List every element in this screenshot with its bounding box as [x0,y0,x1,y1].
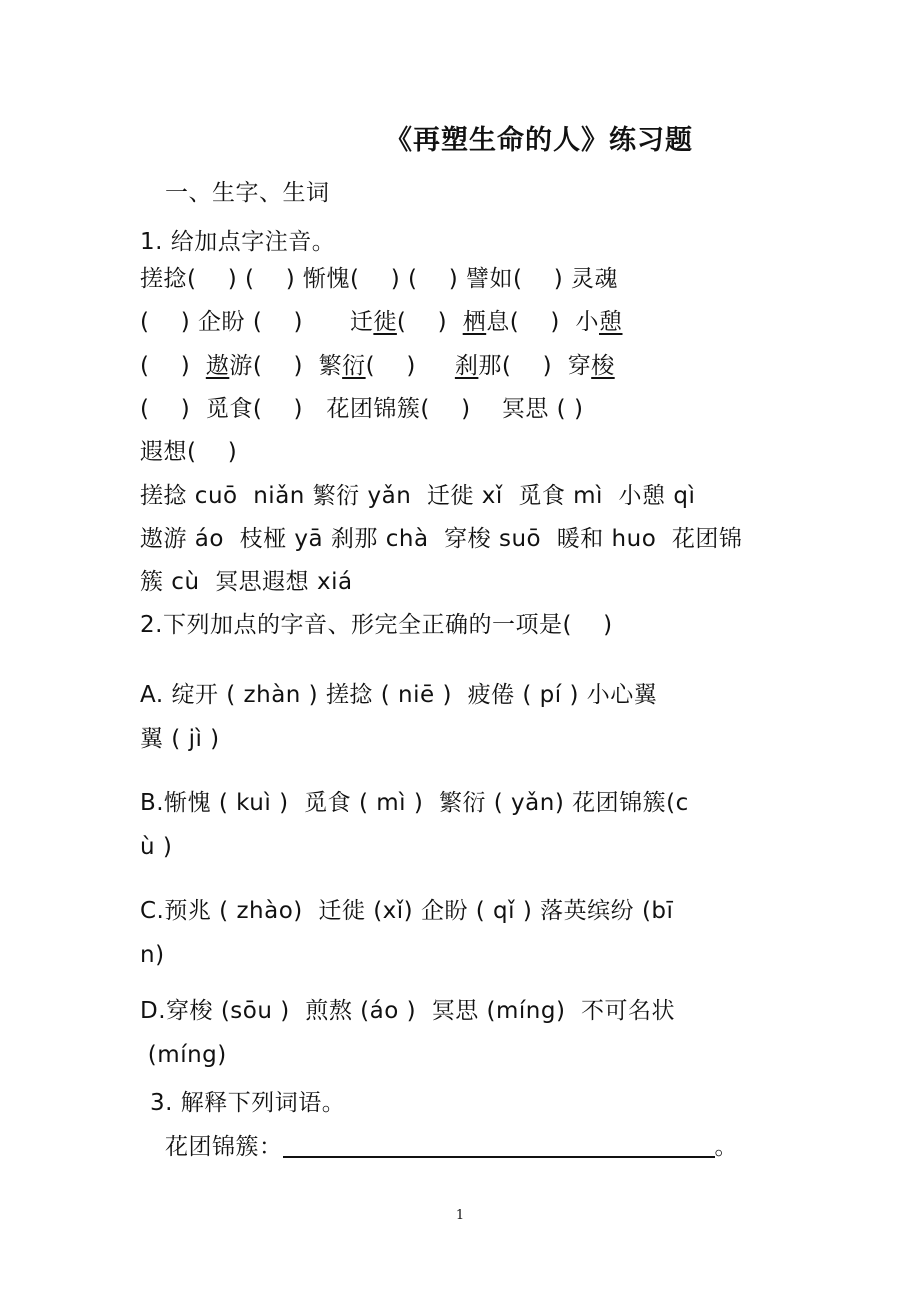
q1-answer-3: 簇 cù 冥思遐想 xiá [140,569,353,595]
q1-line-5: 遐想( ) [140,439,238,465]
text: ( ) [396,309,463,335]
text: ( ) [365,353,455,379]
q2-heading: 2.下列加点的字音、形完全正确的一项是( ) [140,612,613,638]
q3-heading: 3. 解释下列词语。 [150,1090,346,1116]
text: 那( ) 穿 [478,353,592,379]
q1-heading: 1. 给加点字注音。 [140,229,336,255]
dotted-char: 梭 [591,353,615,379]
dotted-char: 衍 [342,353,366,379]
dotted-char: 栖 [462,309,487,335]
text: 息( ) 小 [486,309,599,335]
q1-line-2 [140,307,623,337]
text: 游( ) 繁 [229,353,343,379]
q1-line-1: 搓捻( ) ( ) 惭愧( ) ( ) 譬如( ) 灵魂 [140,266,619,292]
period: 。 [714,1134,738,1160]
answer-blank[interactable] [283,1134,715,1158]
dotted-char: 遨 [205,353,230,379]
q2-option-c: C.预兆 ( zhào) 迁徙 (xǐ) 企盼 ( qǐ ) 落英缤纷 (bī [140,898,674,924]
text: ( ) 企盼 ( ) 迁 [140,309,374,335]
term-label: 花团锦簇： [165,1134,283,1160]
q1-answer-1: 搓捻 cuō niǎn 繁衍 yǎn 迁徙 xǐ 觅食 mì 小憩 qì [140,483,696,509]
q1-line-3 [140,351,615,381]
q2-option-d-cont: (míng) [140,1042,227,1068]
q2-option-c-cont: n) [140,942,165,968]
q2-option-a: A. 绽开 ( zhàn ) 搓捻 ( niē ) 疲倦 ( pí ) 小心翼 [140,682,658,708]
dotted-char: 刹 [454,353,479,379]
q2-option-b-cont: ù ) [140,834,173,860]
q2-option-b: B.惭愧 ( kuì ) 觅食 ( mì ) 繁衍 ( yǎn) 花团锦簇(c [140,790,689,816]
q1-line-4: ( ) 觅食( ) 花团锦簇( ) 冥思 ( ) [140,396,584,422]
dotted-char: 憩 [599,309,623,335]
section-heading: 一、生字、生词 [165,180,330,206]
q2-option-d: D.穿梭 (sōu ) 煎熬 (áo ) 冥思 (míng) 不可名状 [140,998,676,1024]
q3-term-line [165,1132,738,1162]
text: ( ) [140,353,206,379]
dotted-char: 徙 [373,309,397,335]
q1-answer-2: 遨游 áo 枝桠 yā 刹那 chà 穿梭 suō 暖和 huo 花团锦 [140,526,743,552]
page-number: 1 [455,1208,465,1223]
page-title: 《再塑生命的人》练习题 [385,125,693,156]
q2-option-a-cont: 翼 ( jì ) [140,726,220,752]
